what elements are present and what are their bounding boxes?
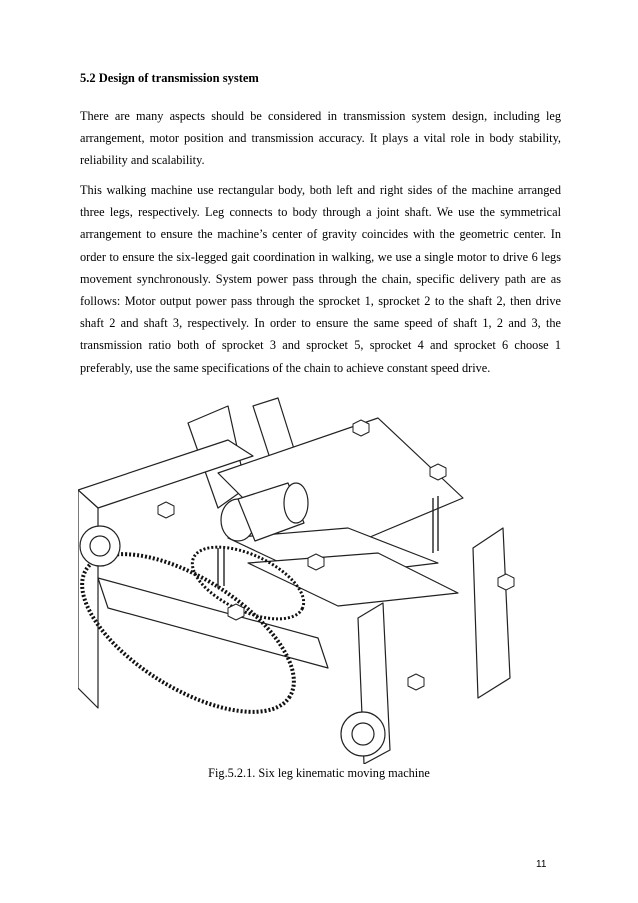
six-leg-machine-illustration: [78, 378, 562, 764]
paragraph-intro: There are many aspects should be considered in transmission system design, including leg arrangement, motor position and transmission accuracy. It plays a vital role in body stability, reliability and scalability.: [80, 109, 561, 168]
sprocket-left: [80, 526, 120, 566]
paragraph-design: This walking machine use rectangular body, both left and right sides of the machine arranged three legs, respectively. Leg connects to body through a joint shaft. We use the symmetrical arrangement to ensure the machine’s center of gravity coincides with the geometric center. In order to ensure the six-legged gait coordination in walking, we use a single motor to drive 6 legs movement synchronously. System power pass through the chain, specific delivery path are as follows: Motor output power pass through the sprocket 1, sprocket 2 to the shaft 2, then drive shaft 2 and shaft 3, respectively. In order to ensure the same speed of shaft 1, 2 and 3, the transmission ratio both of sprocket 3 and sprocket 5, sprocket 4 and sprocket 6 choose 1 preferably, use the same specifications of the chain to achieve constant speed drive.: [80, 183, 561, 375]
leg-plate-front-right: [473, 528, 510, 698]
left-frame-side: [78, 490, 98, 708]
figure-caption: Fig.5.2.1. Six leg kinematic moving machine: [208, 766, 430, 780]
section-heading: 5.2 Design of transmission system: [80, 71, 259, 85]
main-frame-bar: [98, 578, 328, 668]
page-number: 11: [536, 859, 547, 870]
motor-cap: [284, 483, 308, 523]
sprocket-right: [341, 712, 385, 756]
